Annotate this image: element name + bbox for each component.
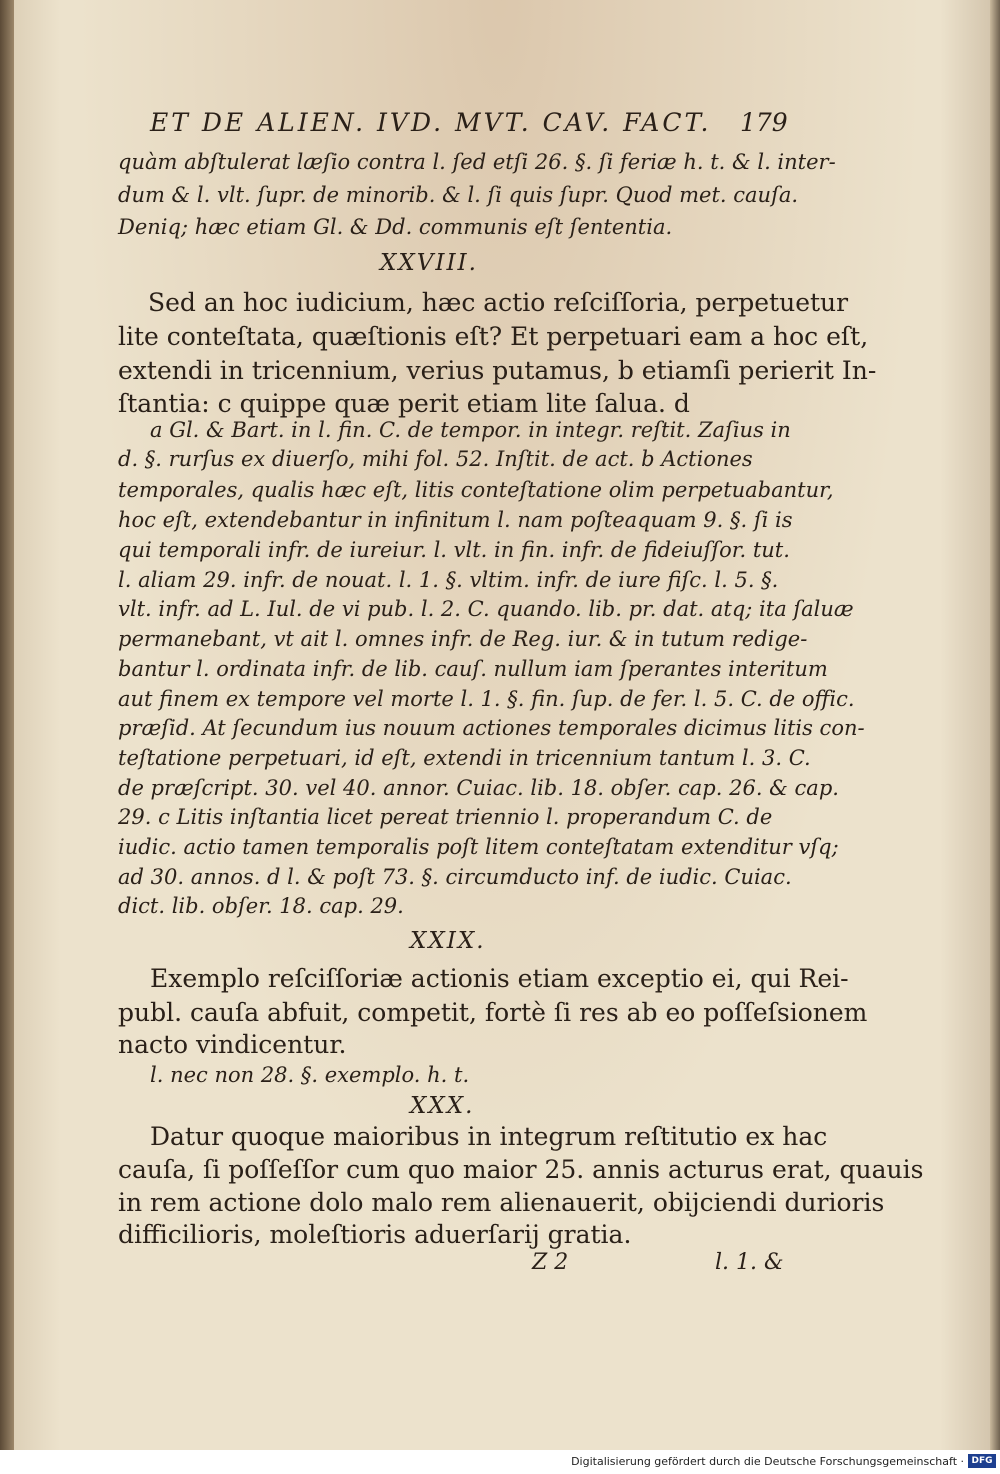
gloss-line: hoc eſt, extendebantur in infinitum l. nam poſteaquam 9. §. ſi is: [118, 508, 793, 532]
gloss-line: præſid. At ſecundum ius nouum actiones temporales dicimus litis con-: [118, 716, 865, 740]
gloss-line: bantur l. ordinata infr. de lib. cauſ. nullum iam ſperantes interitum: [118, 657, 828, 681]
section-number: XXIX.: [410, 928, 486, 954]
gloss-line: aut finem ex tempore vel morte l. 1. §. fin. ſup. de fer. l. 5. C. de offic.: [118, 687, 855, 711]
signature-mark: Z 2: [532, 1250, 569, 1275]
page-number: 179: [740, 108, 788, 137]
text-line: lite conteſtata, quæſtionis eſt? Et perpetuari eam a hoc eſt,: [118, 322, 869, 351]
text-line: Datur quoque maioribus in integrum reſtitutio ex hac: [150, 1122, 828, 1151]
gloss-line: iudic. actio tamen temporalis poſt litem conteſtatam extenditur vſq;: [118, 835, 839, 859]
gloss-line: l. aliam 29. infr. de nouat. l. 1. §. vltim. infr. de iure fiſc. l. 5. §.: [118, 568, 779, 592]
text-line: cauſa, ſi poſſeſſor cum quo maior 25. annis acturus erat, quauis: [118, 1155, 924, 1184]
gloss-line: qui temporali infr. de iureiur. l. vlt. in fin. infr. de fideiuſſor. tut.: [118, 538, 790, 562]
page-edge: [990, 0, 1000, 1450]
gloss-line: a Gl. & Bart. in l. fin. C. de tempor. in integr. reſtit. Zaſius in: [150, 418, 791, 442]
catchword: l. 1. &: [715, 1250, 784, 1275]
section-number: XXVIII.: [380, 250, 478, 276]
gloss-line: quàm abſtulerat læſio contra l. ſed etſi 26. §. ſi feriæ h. t. & l. inter-: [118, 150, 836, 174]
dfg-logo: DFG: [968, 1454, 996, 1468]
text-line: difficilioris, moleſtioris aduerſarij gratia.: [118, 1220, 632, 1249]
gloss-line: l. nec non 28. §. exemplo. h. t.: [150, 1063, 470, 1087]
gloss-line: d. §. rurſus ex diuerſo, mihi fol. 52. Inſtit. de act. b Actiones: [118, 447, 753, 471]
gloss-line: temporales, qualis hæc eſt, litis conteſtatione olim perpetuabantur,: [118, 478, 834, 502]
text-line: Sed an hoc iudicium, hæc actio reſciſſoria, perpetuetur: [148, 288, 849, 317]
gloss-line: 29. c Litis inſtantia licet pereat triennio l. properandum C. de: [118, 805, 773, 829]
gloss-line: dict. lib. obſer. 18. cap. 29.: [118, 894, 404, 918]
text-line: nacto vindicentur.: [118, 1030, 347, 1059]
funding-credit: Digitalisierung gefördert durch die Deutsche Forschungsgemeinschaft ·: [571, 1455, 964, 1468]
text-line: publ. cauſa abfuit, competit, fortè ſi res ab eo poſſeſsionem: [118, 998, 868, 1027]
gloss-line: Deniq; hæc etiam Gl. & Dd. communis eſt ſententia.: [118, 215, 673, 239]
book-spine: [0, 0, 14, 1450]
section-number: XXX.: [410, 1093, 475, 1119]
gloss-line: permanebant, vt ait l. omnes infr. de Reg. iur. & in tutum redige-: [118, 627, 808, 651]
running-title: ET DE ALIEN. IVD. MVT. CAV. FACT.: [150, 108, 712, 137]
text-line: in rem actione dolo malo rem alienauerit, obijciendi durioris: [118, 1188, 885, 1217]
text-line: ſtantia: c quippe quæ perit etiam lite ſalua. d: [118, 389, 690, 418]
gloss-line: de præſcript. 30. vel 40. annor. Cuiac. lib. 18. obſer. cap. 26. & cap.: [118, 776, 839, 800]
text-line: extendi in tricennium, verius putamus, b etiamſi perierit In-: [118, 356, 877, 385]
gloss-line: ad 30. annos. d l. & poſt 73. §. circumducto inf. de iudic. Cuiac.: [118, 865, 792, 889]
gloss-line: teſtatione perpetuari, id eſt, extendi in tricennium tantum l. 3. C.: [118, 746, 811, 770]
text-line: Exemplo reſciſſoriæ actionis etiam exceptio ei, qui Rei-: [150, 964, 849, 993]
gloss-line: vlt. infr. ad L. Iul. de vi pub. l. 2. C. quando. lib. pr. dat. atq; ita ſaluæ: [118, 597, 854, 621]
gloss-line: dum & l. vlt. ſupr. de minorib. & l. ſi quis ſupr. Quod met. cauſa.: [118, 183, 799, 207]
